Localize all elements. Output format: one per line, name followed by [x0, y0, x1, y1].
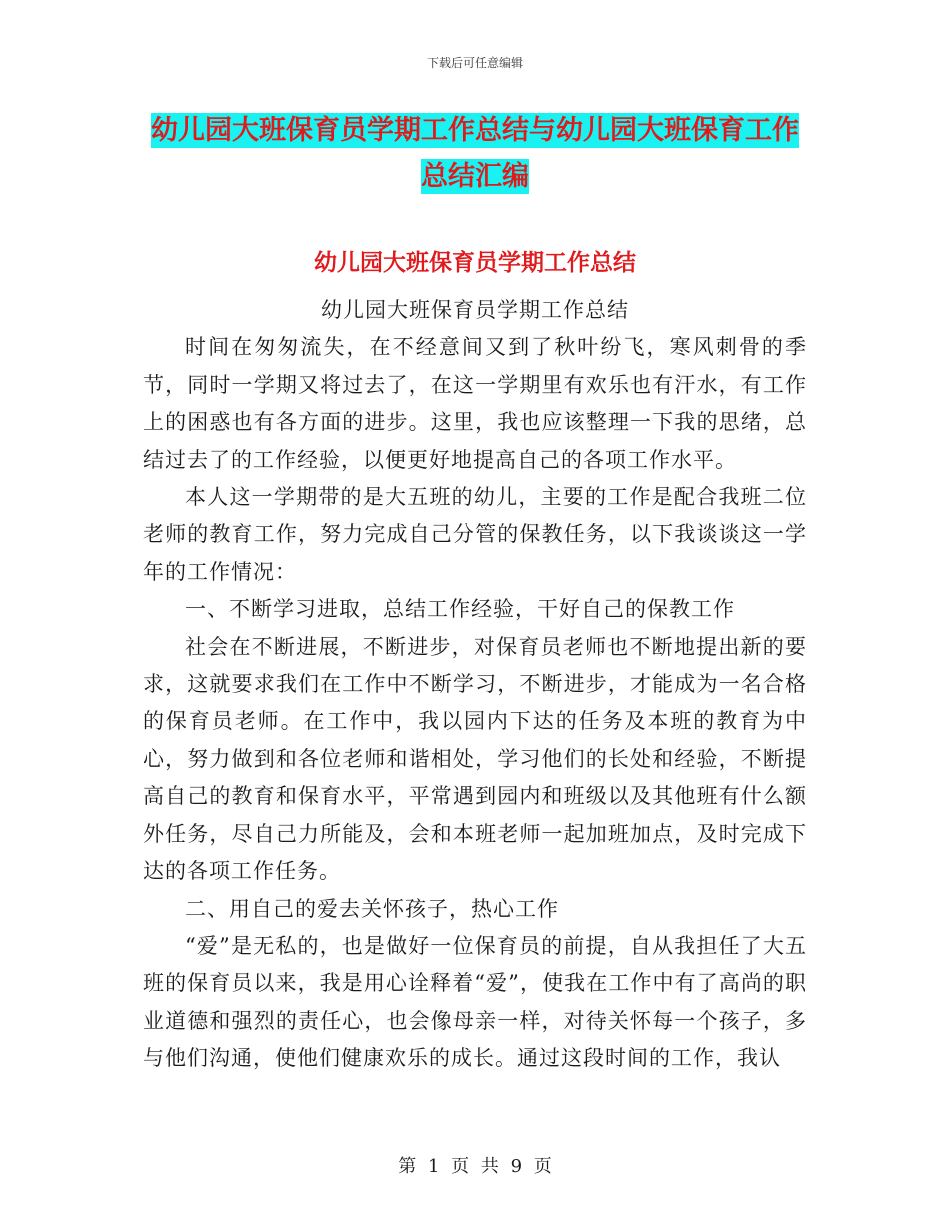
header-note: 下载后可任意编辑 [426, 56, 523, 70]
document-title [140, 108, 810, 200]
body-subtitle: 幼儿园大班保育员学期工作总结 [321, 298, 629, 322]
page-footer: 第 1 页 共 9 页 [398, 1156, 552, 1177]
body-heading: 一、不断学习进取，总结工作经验，干好自己的保教工作 [185, 597, 735, 622]
document-title-text: 幼儿园大班保育员学期工作总结与幼儿园大班保育工作总结汇编 [151, 115, 799, 192]
body-heading: 二、用自己的爱去关怀孩子，热心工作 [185, 896, 559, 921]
body-paragraph: 本人这一学期带的是大五班的幼儿，主要的工作是配合我班二位老师的教育工作，努力完成自己分管的保教任务，以下我谈谈这一学年的工作情况： [143, 485, 807, 584]
body-paragraph: 社会在不断进展，不断进步，对保育员老师也不断地提出新的要求，这就要求我们在工作中不断学习，不断进步，才能成为一名合格的保育员老师。在工作中，我以园内下达的任务及本班的教育为中心，努力做到和各位老师和谐相处，学习他们的长处和经验，不断提高自己的教育和保育水平，平常遇到园内和班级以及其他班有什么额外任务，尽自己力所能及，会和本班老师一起加班加点，及时完成下达的各项工作任务。 [143, 634, 807, 884]
body-paragraph: “爱”是无私的，也是做好一位保育员的前提，自从我担任了大五班的保育员以来，我是用心诠释着“爱”，使我在工作中有了高尚的职业道德和强烈的责任心，也会像母亲一样，对待关怀每一个孩子，多与他们沟通，使他们健康欢乐的成长。通过这段时间的工作，我认 [143, 933, 807, 1071]
document-body [143, 292, 807, 1078]
section-title: 幼儿园大班保育员学期工作总结 [314, 250, 636, 276]
body-paragraph: 时间在匆匆流失，在不经意间又到了秋叶纷飞，寒风刺骨的季节，同时一学期又将过去了，在这一学期里有欢乐也有汗水，有工作上的困惑也有各方面的进步。这里，我也应该整理一下我的思绪，总结过去了的工作经验，以便更好地提高自己的各项工作水平。 [143, 335, 807, 472]
